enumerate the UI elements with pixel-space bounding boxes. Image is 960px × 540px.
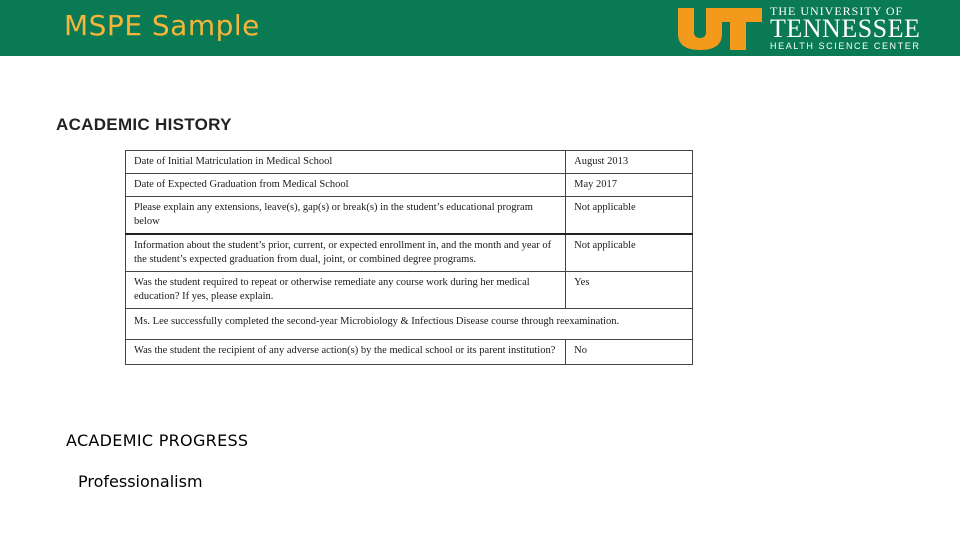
logo-text xyxy=(770,5,950,51)
answer-cell: May 2017 xyxy=(566,174,693,197)
table-row xyxy=(126,340,693,365)
table-row xyxy=(126,151,693,174)
answer-cell: Yes xyxy=(566,272,693,309)
academic-progress-heading: ACADEMIC PROGRESS xyxy=(66,431,249,450)
answer-cell: Not applicable xyxy=(566,197,693,235)
table-row xyxy=(126,272,693,309)
remediation-explanation-cell: Ms. Lee successfully completed the second-year Microbiology & Infectious Disease course through reexamination. xyxy=(126,309,693,340)
question-cell: Was the student required to repeat or otherwise remediate any course work during her medical education? If yes, please explain. xyxy=(126,272,566,309)
logo-line-1: THE UNIVERSITY OF xyxy=(770,4,904,18)
answer-cell: Not applicable xyxy=(566,234,693,272)
progress-item-professionalism: Professionalism xyxy=(78,472,203,491)
ut-logo-icon xyxy=(672,4,764,52)
academic-history-heading: ACADEMIC HISTORY xyxy=(56,115,232,134)
page-title: MSPE Sample xyxy=(64,9,260,42)
answer-cell: No xyxy=(566,340,693,365)
table-row xyxy=(126,309,693,340)
academic-history-table xyxy=(125,150,693,365)
header-bar xyxy=(0,0,960,56)
logo-line-2: TENNESSEE xyxy=(770,14,921,43)
question-cell: Information about the student’s prior, current, or expected enrollment in, and the month and year of the student’s expected graduation from dual, joint, or combined degree programs. xyxy=(126,234,566,272)
question-cell: Date of Expected Graduation from Medical School xyxy=(126,174,566,197)
question-cell: Was the student the recipient of any adverse action(s) by the medical school or its parent institution? xyxy=(126,340,566,365)
table-row xyxy=(126,197,693,235)
table-row xyxy=(126,234,693,272)
logo-line-3: HEALTH SCIENCE CENTER xyxy=(770,41,921,51)
table-row xyxy=(126,174,693,197)
university-logo xyxy=(672,4,947,52)
answer-cell: August 2013 xyxy=(566,151,693,174)
question-cell: Date of Initial Matriculation in Medical School xyxy=(126,151,566,174)
question-cell: Please explain any extensions, leave(s), gap(s) or break(s) in the student’s educational program below xyxy=(126,197,566,235)
